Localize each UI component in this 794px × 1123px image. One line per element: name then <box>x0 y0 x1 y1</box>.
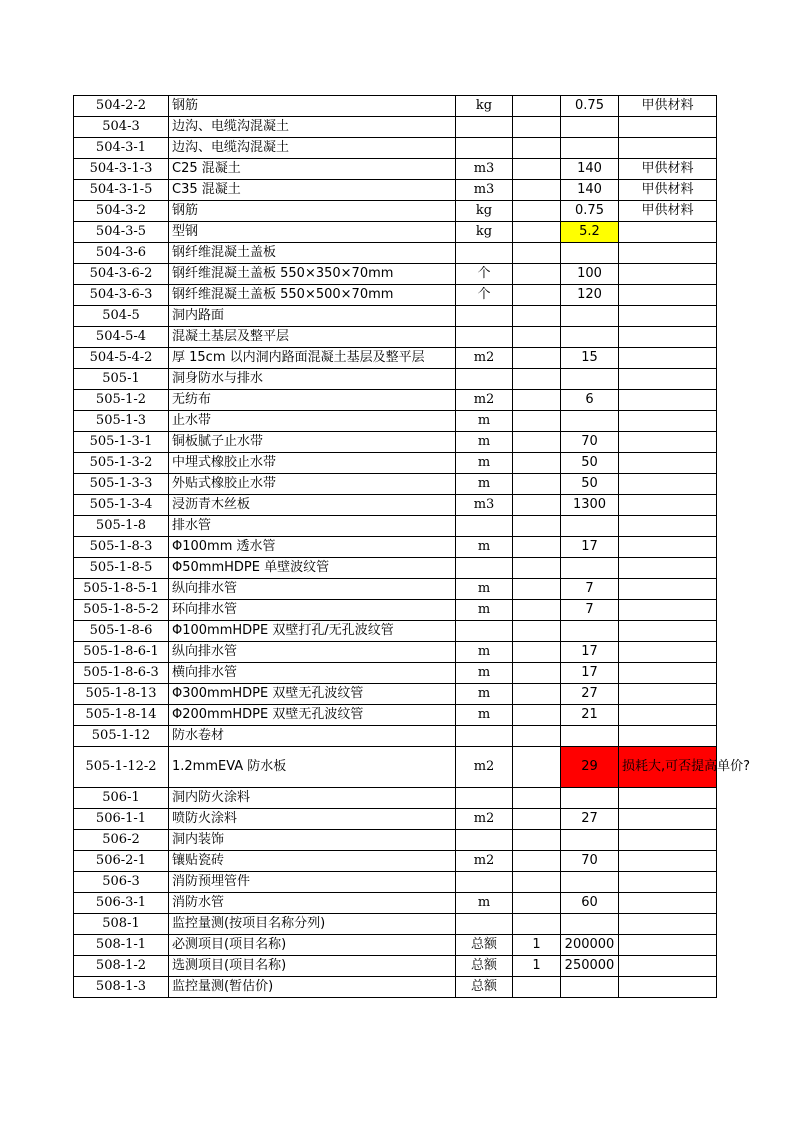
quantity-cell <box>513 977 561 998</box>
unit-price-cell <box>561 243 619 264</box>
item-code-cell: 504-2-2 <box>74 96 169 117</box>
unit-cell: m2 <box>456 851 513 872</box>
table-row <box>74 663 717 684</box>
unit-price-cell <box>561 872 619 893</box>
remark-cell <box>619 830 717 851</box>
quantity-cell <box>513 872 561 893</box>
unit-cell: 总额 <box>456 956 513 977</box>
table-row <box>74 306 717 327</box>
remark-cell <box>619 138 717 159</box>
table-row <box>74 642 717 663</box>
unit-cell: m <box>456 537 513 558</box>
unit-cell <box>456 914 513 935</box>
unit-cell: m <box>456 705 513 726</box>
table-row <box>74 180 717 201</box>
item-name-cell: Φ100mmHDPE 双壁打孔/无孔波纹管 <box>169 621 456 642</box>
item-name-cell: 钢纤维混凝土盖板 550×350×70mm <box>169 264 456 285</box>
item-name-cell: 环向排水管 <box>169 600 456 621</box>
unit-price-cell: 17 <box>561 537 619 558</box>
quantity-cell <box>513 306 561 327</box>
remark-cell <box>619 495 717 516</box>
unit-price-cell: 5.2 <box>561 222 619 243</box>
quantity-cell <box>513 788 561 809</box>
item-code-cell: 505-1-3 <box>74 411 169 432</box>
item-code-cell: 504-3-2 <box>74 201 169 222</box>
quantity-cell <box>513 243 561 264</box>
remark-cell <box>619 264 717 285</box>
unit-cell: m2 <box>456 390 513 411</box>
remark-cell <box>619 117 717 138</box>
quantity-cell <box>513 96 561 117</box>
table-row <box>74 138 717 159</box>
remark-cell <box>619 474 717 495</box>
item-code-cell: 505-1-8-13 <box>74 684 169 705</box>
table-row <box>74 453 717 474</box>
table-row <box>74 537 717 558</box>
table-row <box>74 935 717 956</box>
item-name-cell: 边沟、电缆沟混凝土 <box>169 117 456 138</box>
table-row <box>74 327 717 348</box>
unit-price-cell: 140 <box>561 180 619 201</box>
item-name-cell: Φ300mmHDPE 双壁无孔波纹管 <box>169 684 456 705</box>
quantity-cell <box>513 453 561 474</box>
table-row <box>74 830 717 851</box>
item-name-cell: Φ50mmHDPE 单壁波纹管 <box>169 558 456 579</box>
remark-cell <box>619 390 717 411</box>
unit-price-cell: 21 <box>561 705 619 726</box>
quantity-cell <box>513 516 561 537</box>
quantity-cell <box>513 830 561 851</box>
item-code-cell: 505-1-8-14 <box>74 705 169 726</box>
item-name-cell: 选测项目(项目名称) <box>169 956 456 977</box>
remark-cell <box>619 788 717 809</box>
quantity-cell <box>513 726 561 747</box>
unit-cell: m2 <box>456 747 513 788</box>
item-name-cell: 外贴式橡胶止水带 <box>169 474 456 495</box>
remark-cell <box>619 348 717 369</box>
item-name-cell: Φ100mm 透水管 <box>169 537 456 558</box>
quantity-cell <box>513 600 561 621</box>
quantity-cell <box>513 327 561 348</box>
quantity-cell: 1 <box>513 956 561 977</box>
item-code-cell: 506-1-1 <box>74 809 169 830</box>
unit-cell: 个 <box>456 264 513 285</box>
table-row <box>74 348 717 369</box>
quantity-cell <box>513 159 561 180</box>
remark-cell <box>619 893 717 914</box>
unit-price-cell <box>561 117 619 138</box>
table-row <box>74 809 717 830</box>
remark-cell <box>619 579 717 600</box>
item-code-cell: 506-3 <box>74 872 169 893</box>
item-code-cell: 506-2-1 <box>74 851 169 872</box>
remark-cell <box>619 558 717 579</box>
unit-cell <box>456 621 513 642</box>
item-name-cell: 排水管 <box>169 516 456 537</box>
unit-cell <box>456 830 513 851</box>
table-row <box>74 788 717 809</box>
quantity-cell <box>513 851 561 872</box>
quantity-cell <box>513 222 561 243</box>
remark-cell <box>619 977 717 998</box>
unit-cell <box>456 788 513 809</box>
unit-price-cell: 17 <box>561 663 619 684</box>
item-code-cell: 504-3-6-2 <box>74 264 169 285</box>
unit-price-cell <box>561 788 619 809</box>
quantity-cell <box>513 180 561 201</box>
unit-price-cell <box>561 558 619 579</box>
unit-price-cell: 29 <box>561 747 619 788</box>
item-code-cell: 508-1-3 <box>74 977 169 998</box>
unit-price-cell: 60 <box>561 893 619 914</box>
item-name-cell: 横向排水管 <box>169 663 456 684</box>
unit-price-cell: 0.75 <box>561 96 619 117</box>
table-row <box>74 726 717 747</box>
quantity-cell <box>513 621 561 642</box>
table-row <box>74 96 717 117</box>
unit-cell <box>456 138 513 159</box>
unit-cell: m <box>456 893 513 914</box>
remark-cell <box>619 327 717 348</box>
unit-cell: m3 <box>456 159 513 180</box>
unit-cell: m2 <box>456 809 513 830</box>
unit-price-cell: 17 <box>561 642 619 663</box>
unit-cell: m2 <box>456 348 513 369</box>
quantity-cell <box>513 579 561 600</box>
unit-cell: m3 <box>456 180 513 201</box>
unit-cell <box>456 726 513 747</box>
table-row <box>74 264 717 285</box>
item-code-cell: 504-5-4 <box>74 327 169 348</box>
unit-price-cell <box>561 327 619 348</box>
item-name-cell: 中埋式橡胶止水带 <box>169 453 456 474</box>
quantity-cell <box>513 642 561 663</box>
quantity-cell <box>513 369 561 390</box>
unit-cell: m <box>456 663 513 684</box>
remark-cell <box>619 411 717 432</box>
item-name-cell: 监控量测(暂估价) <box>169 977 456 998</box>
item-name-cell: 铜板腻子止水带 <box>169 432 456 453</box>
remark-cell <box>619 726 717 747</box>
unit-price-cell: 100 <box>561 264 619 285</box>
item-code-cell: 508-1-2 <box>74 956 169 977</box>
table-row <box>74 411 717 432</box>
item-name-cell: 洞身防水与排水 <box>169 369 456 390</box>
item-name-cell: C35 混凝土 <box>169 180 456 201</box>
item-name-cell: 钢筋 <box>169 96 456 117</box>
unit-price-cell <box>561 138 619 159</box>
unit-price-cell: 50 <box>561 453 619 474</box>
table-row <box>74 243 717 264</box>
item-code-cell: 506-1 <box>74 788 169 809</box>
unit-price-cell <box>561 914 619 935</box>
table-row <box>74 495 717 516</box>
item-name-cell: 洞内防火涂料 <box>169 788 456 809</box>
item-name-cell: 监控量测(按项目名称分列) <box>169 914 456 935</box>
item-name-cell: 止水带 <box>169 411 456 432</box>
unit-price-cell: 250000 <box>561 956 619 977</box>
table-row <box>74 705 717 726</box>
item-code-cell: 505-1-3-2 <box>74 453 169 474</box>
unit-cell: 总额 <box>456 977 513 998</box>
item-code-cell: 505-1-2 <box>74 390 169 411</box>
unit-cell <box>456 327 513 348</box>
item-code-cell: 505-1-12 <box>74 726 169 747</box>
unit-cell: m <box>456 411 513 432</box>
item-name-cell: 边沟、电缆沟混凝土 <box>169 138 456 159</box>
item-code-cell: 504-3-6-3 <box>74 285 169 306</box>
remark-cell <box>619 621 717 642</box>
unit-cell <box>456 117 513 138</box>
table-row <box>74 222 717 243</box>
unit-cell: m <box>456 642 513 663</box>
unit-price-cell: 140 <box>561 159 619 180</box>
unit-price-cell: 0.75 <box>561 201 619 222</box>
quantity-cell <box>513 809 561 830</box>
table-row <box>74 474 717 495</box>
item-code-cell: 504-3-1 <box>74 138 169 159</box>
unit-price-cell: 120 <box>561 285 619 306</box>
unit-cell <box>456 516 513 537</box>
quantity-cell <box>513 390 561 411</box>
table-row <box>74 893 717 914</box>
item-name-cell: Φ200mmHDPE 双壁无孔波纹管 <box>169 705 456 726</box>
item-code-cell: 504-3-6 <box>74 243 169 264</box>
unit-price-cell: 15 <box>561 348 619 369</box>
unit-cell <box>456 306 513 327</box>
table-row <box>74 159 717 180</box>
table-row <box>74 851 717 872</box>
quantity-cell <box>513 285 561 306</box>
item-code-cell: 505-1-8-5-1 <box>74 579 169 600</box>
unit-price-cell: 70 <box>561 851 619 872</box>
item-code-cell: 505-1-8-6 <box>74 621 169 642</box>
table-row <box>74 390 717 411</box>
table-row <box>74 600 717 621</box>
item-code-cell: 505-1 <box>74 369 169 390</box>
item-name-cell: C25 混凝土 <box>169 159 456 180</box>
remark-cell <box>619 956 717 977</box>
item-code-cell: 505-1-8 <box>74 516 169 537</box>
remark-cell <box>619 914 717 935</box>
remark-cell <box>619 684 717 705</box>
item-name-cell: 钢筋 <box>169 201 456 222</box>
unit-price-cell: 7 <box>561 600 619 621</box>
item-name-cell: 钢纤维混凝土盖板 550×500×70mm <box>169 285 456 306</box>
remark-cell <box>619 306 717 327</box>
table-row <box>74 956 717 977</box>
unit-cell: m <box>456 684 513 705</box>
item-code-cell: 506-3-1 <box>74 893 169 914</box>
item-code-cell: 504-3 <box>74 117 169 138</box>
item-name-cell: 防水卷材 <box>169 726 456 747</box>
item-code-cell: 505-1-3-3 <box>74 474 169 495</box>
quantity-cell <box>513 201 561 222</box>
unit-price-cell: 7 <box>561 579 619 600</box>
item-code-cell: 505-1-8-3 <box>74 537 169 558</box>
unit-cell <box>456 369 513 390</box>
unit-price-cell: 27 <box>561 684 619 705</box>
quantity-cell <box>513 264 561 285</box>
table-row <box>74 369 717 390</box>
bill-of-quantities-table <box>73 95 751 998</box>
remark-cell <box>619 872 717 893</box>
remark-cell <box>619 243 717 264</box>
item-code-cell: 504-3-1-3 <box>74 159 169 180</box>
table-row <box>74 558 717 579</box>
item-name-cell: 必测项目(项目名称) <box>169 935 456 956</box>
item-code-cell: 505-1-12-2 <box>74 747 169 788</box>
unit-price-cell <box>561 621 619 642</box>
unit-cell: 总额 <box>456 935 513 956</box>
quantity-cell <box>513 117 561 138</box>
remark-cell <box>619 537 717 558</box>
remark-cell <box>619 432 717 453</box>
item-code-cell: 505-1-8-6-1 <box>74 642 169 663</box>
unit-cell: m <box>456 474 513 495</box>
quantity-cell <box>513 663 561 684</box>
unit-price-cell <box>561 306 619 327</box>
unit-price-cell <box>561 411 619 432</box>
unit-cell: kg <box>456 222 513 243</box>
remark-cell <box>619 851 717 872</box>
remark-cell <box>619 642 717 663</box>
unit-price-cell <box>561 516 619 537</box>
item-name-cell: 纵向排水管 <box>169 642 456 663</box>
remark-cell <box>619 809 717 830</box>
quantity-cell <box>513 411 561 432</box>
unit-cell <box>456 558 513 579</box>
item-name-cell: 镶贴瓷砖 <box>169 851 456 872</box>
item-name-cell: 无纺布 <box>169 390 456 411</box>
item-code-cell: 505-1-8-6-3 <box>74 663 169 684</box>
unit-cell: kg <box>456 96 513 117</box>
table-row <box>74 285 717 306</box>
quantity-cell <box>513 138 561 159</box>
quantity-cell <box>513 495 561 516</box>
item-name-cell: 钢纤维混凝土盖板 <box>169 243 456 264</box>
item-code-cell: 504-5 <box>74 306 169 327</box>
unit-cell: m <box>456 600 513 621</box>
table-row <box>74 977 717 998</box>
item-code-cell: 505-1-8-5-2 <box>74 600 169 621</box>
item-code-cell: 505-1-8-5 <box>74 558 169 579</box>
remark-cell <box>619 453 717 474</box>
quantity-cell <box>513 747 561 788</box>
quantity-cell <box>513 432 561 453</box>
unit-price-cell <box>561 977 619 998</box>
item-code-cell: 504-5-4-2 <box>74 348 169 369</box>
remark-cell <box>619 222 717 243</box>
item-name-cell: 消防水管 <box>169 893 456 914</box>
unit-price-cell <box>561 830 619 851</box>
table-body <box>74 96 751 998</box>
quantity-cell <box>513 474 561 495</box>
unit-price-cell: 70 <box>561 432 619 453</box>
quantity-cell: 1 <box>513 935 561 956</box>
quantity-cell <box>513 684 561 705</box>
unit-cell: m <box>456 432 513 453</box>
item-name-cell: 喷防火涂料 <box>169 809 456 830</box>
table-row <box>74 201 717 222</box>
unit-cell <box>456 872 513 893</box>
remark-cell: 损耗大,可否提高单价? <box>619 747 717 788</box>
table-row <box>74 117 717 138</box>
item-name-cell: 型钢 <box>169 222 456 243</box>
unit-cell: m <box>456 453 513 474</box>
item-name-cell: 厚 15cm 以内洞内路面混凝土基层及整平层 <box>169 348 456 369</box>
table-row <box>74 684 717 705</box>
remark-cell: 甲供材料 <box>619 201 717 222</box>
table-row <box>74 579 717 600</box>
unit-price-cell <box>561 726 619 747</box>
quantity-cell <box>513 348 561 369</box>
unit-price-cell: 1300 <box>561 495 619 516</box>
quantity-cell <box>513 537 561 558</box>
unit-price-cell: 200000 <box>561 935 619 956</box>
table-row <box>74 432 717 453</box>
unit-price-cell: 6 <box>561 390 619 411</box>
table-row <box>74 747 717 788</box>
unit-cell: 个 <box>456 285 513 306</box>
quantity-cell <box>513 705 561 726</box>
remark-cell: 甲供材料 <box>619 96 717 117</box>
item-name-cell: 洞内路面 <box>169 306 456 327</box>
remark-cell <box>619 663 717 684</box>
quantity-cell <box>513 914 561 935</box>
item-code-cell: 504-3-5 <box>74 222 169 243</box>
item-name-cell: 混凝土基层及整平层 <box>169 327 456 348</box>
remark-cell <box>619 516 717 537</box>
item-code-cell: 505-1-3-1 <box>74 432 169 453</box>
table-row <box>74 621 717 642</box>
unit-cell: m3 <box>456 495 513 516</box>
item-name-cell: 浸沥青木丝板 <box>169 495 456 516</box>
unit-price-cell: 27 <box>561 809 619 830</box>
unit-price-cell <box>561 369 619 390</box>
table-row <box>74 872 717 893</box>
item-name-cell: 洞内装饰 <box>169 830 456 851</box>
unit-cell <box>456 243 513 264</box>
unit-cell: kg <box>456 201 513 222</box>
unit-cell: m <box>456 579 513 600</box>
item-code-cell: 508-1-1 <box>74 935 169 956</box>
item-code-cell: 504-3-1-5 <box>74 180 169 201</box>
item-code-cell: 508-1 <box>74 914 169 935</box>
item-name-cell: 消防预埋管件 <box>169 872 456 893</box>
table-row <box>74 516 717 537</box>
remark-cell: 甲供材料 <box>619 159 717 180</box>
remark-cell <box>619 705 717 726</box>
item-code-cell: 506-2 <box>74 830 169 851</box>
table-row <box>74 914 717 935</box>
remark-cell <box>619 369 717 390</box>
unit-price-cell: 50 <box>561 474 619 495</box>
item-name-cell: 纵向排水管 <box>169 579 456 600</box>
remark-cell: 甲供材料 <box>619 180 717 201</box>
item-name-cell: 1.2mmEVA 防水板 <box>169 747 456 788</box>
remark-cell <box>619 285 717 306</box>
quantity-cell <box>513 558 561 579</box>
remark-cell <box>619 600 717 621</box>
item-code-cell: 505-1-3-4 <box>74 495 169 516</box>
quantity-cell <box>513 893 561 914</box>
remark-cell <box>619 935 717 956</box>
